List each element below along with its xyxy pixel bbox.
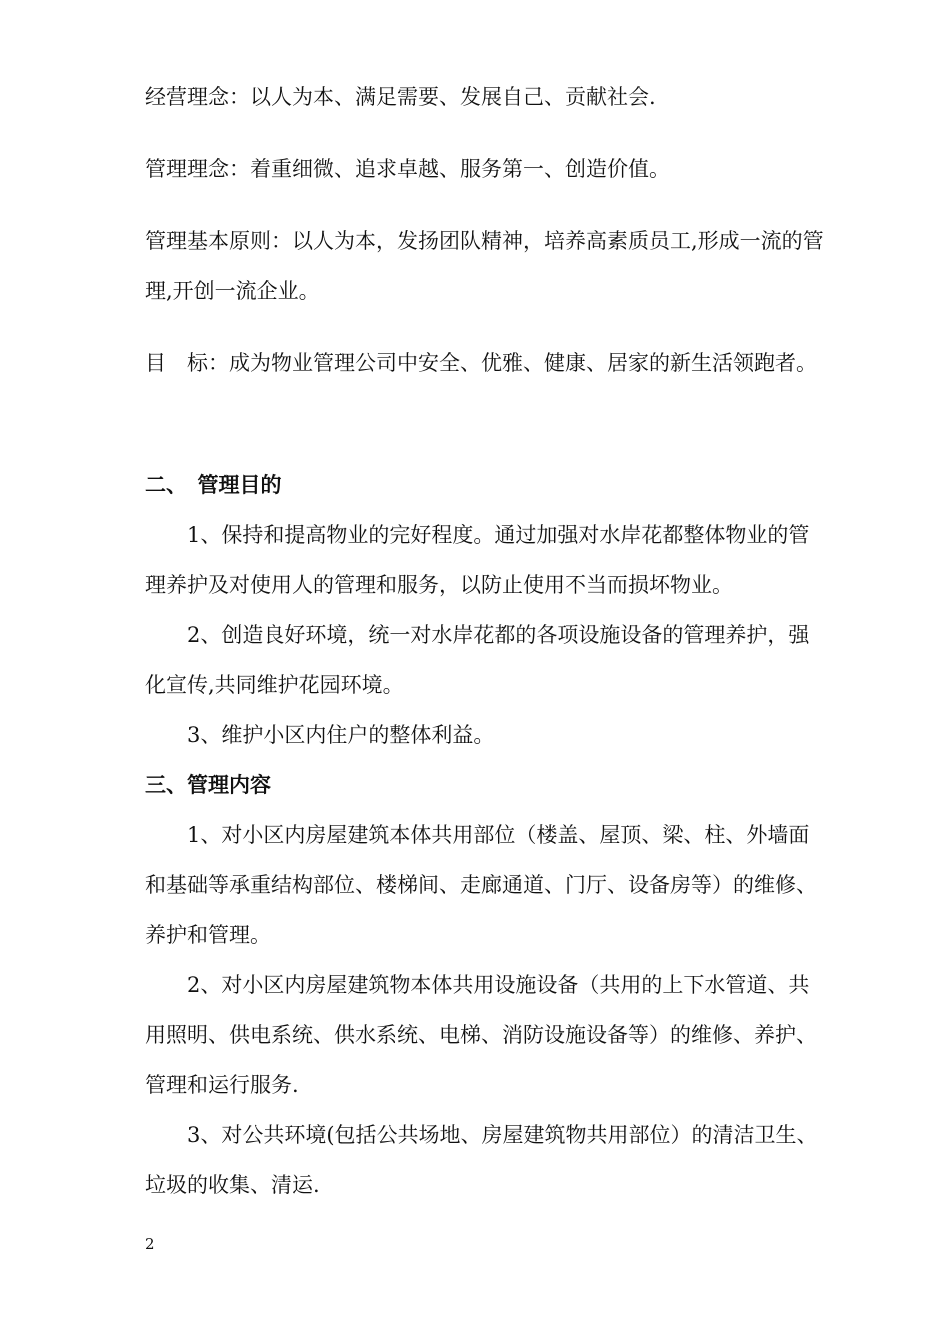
page-number: 2 <box>145 1235 155 1253</box>
section-heading-management-content: 三、管理内容 <box>145 772 271 797</box>
purpose-item-2: 2、创造良好环境，统一对水岸花都的各项设施设备的管理养护，强化宣传,共同维护花园环境。 <box>145 623 810 697</box>
purpose-item-3: 3、维护小区内住户的整体利益。 <box>187 723 495 747</box>
section-heading-management-purpose: 二、 管理目的 <box>145 472 282 497</box>
content-item-1: 1、对小区内房屋建筑本体共用部位（楼盖、屋顶、梁、柱、外墙面和基础等承重结构部位、楼梯间、走廊通道、门厅、设备房等）的维修、养护和管理。 <box>145 823 817 947</box>
goal-statement: 目 标：成为物业管理公司中安全、优雅、健康、居家的新生活领跑者。 <box>145 351 817 375</box>
purpose-item-1: 1、保持和提高物业的完好程度。通过加强对水岸花都整体物业的管理养护及对使用人的管理和服务，以防止使用不当而损坏物业。 <box>145 523 810 597</box>
management-principle: 管理基本原则：以人为本，发扬团队精神，培养高素质员工,形成一流的管理,开创一流企业。 <box>145 229 824 303</box>
management-philosophy: 管理理念：着重细微、追求卓越、服务第一、创造价值。 <box>145 157 670 181</box>
content-item-3: 3、对公共环境(包括公共场地、房屋建筑物共用部位）的清洁卫生、垃圾的收集、清运. <box>145 1123 818 1197</box>
operation-philosophy: 经营理念：以人为本、满足需要、发展自己、贡献社会. <box>145 85 656 109</box>
content-item-2: 2、对小区内房屋建筑物本体共用设施设备（共用的上下水管道、共用照明、供电系统、供水系统、电梯、消防设施设备等）的维修、养护、管理和运行服务. <box>145 973 817 1097</box>
